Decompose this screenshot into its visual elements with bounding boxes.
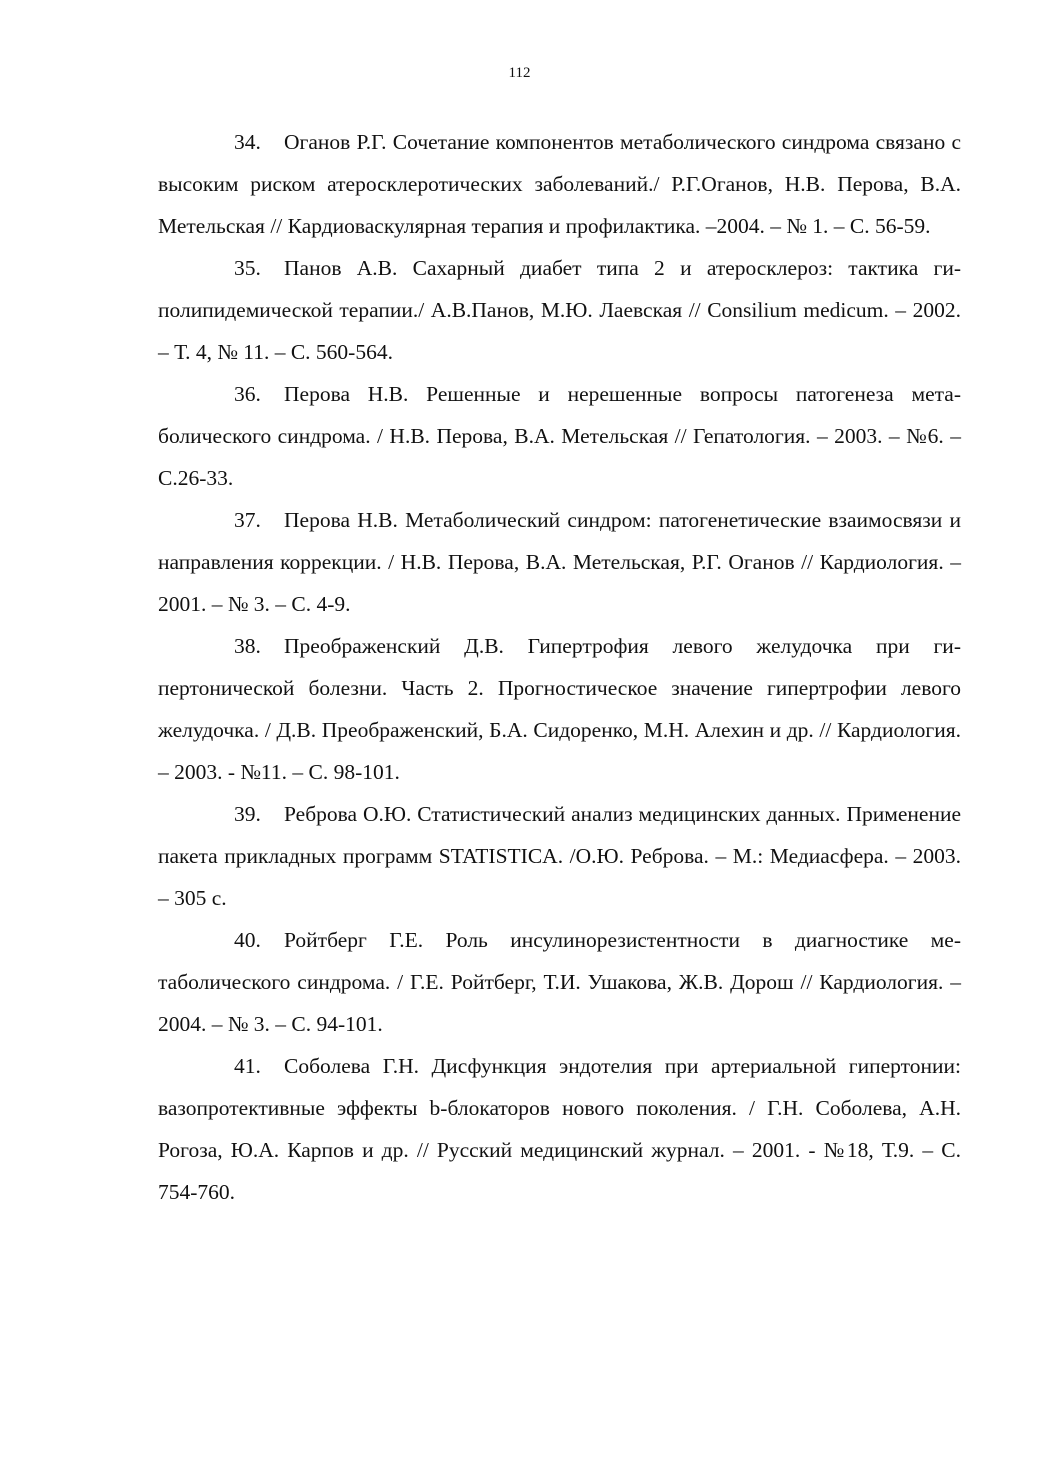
reference-number: 36. bbox=[234, 382, 261, 406]
reference-text: Ройтберг Г.Е. Роль инсулинорезистентности в диагностике метаболического синдрома. / Г.Е. Ройтберг, Т.И. Ушакова, Ж.В. Дорош // Кардиология. – 2004. – № 3. – С. 94-101. bbox=[158, 928, 961, 1036]
reference-number: 39. bbox=[234, 802, 261, 826]
reference-item bbox=[158, 121, 961, 247]
reference-number: 41. bbox=[234, 1054, 261, 1078]
reference-item bbox=[158, 793, 961, 919]
reference-number: 35. bbox=[234, 256, 261, 280]
reference-text: Реброва О.Ю. Статистический анализ медицинских данных. Применение пакета прикладных программ STATISTICA. /О.Ю. Реброва. – М.: Медиасфера. – 2003. – 305 с. bbox=[158, 802, 961, 910]
reference-item bbox=[158, 499, 961, 625]
reference-item bbox=[158, 247, 961, 373]
reference-number: 40. bbox=[234, 928, 261, 952]
reference-text: Перова Н.В. Метаболический синдром: патогенетические взаимосвязи и направления коррекции. / Н.В. Перова, В.А. Метельская, Р.Г. Оганов // Кардиология. –2001. – № 3. – С. 4-9. bbox=[158, 508, 961, 616]
reference-text: Соболева Г.Н. Дисфункция эндотелия при артериальной гипертонии: вазопротективные эффекты b-блокаторов нового поколения. / Г.Н. Соболева, А.Н. Рогоза, Ю.А. Карпов и др. // Русский медицинский журнал. – 2001. - №18, Т.9. – С. 754-760. bbox=[158, 1054, 961, 1204]
reference-number: 38. bbox=[234, 634, 261, 658]
reference-text: Панов А.В. Сахарный диабет типа 2 и атеросклероз: тактика гиполипидемической терапии./ А.В.Панов, М.Ю. Лаевская // Consilium medicum. – 2002. – Т. 4, № 11. – С. 560-564. bbox=[158, 256, 961, 364]
reference-item bbox=[158, 1045, 961, 1213]
reference-text: Преображенский Д.В. Гипертрофия левого желудочка при гипертонической болезни. Часть 2. Прогностическое значение гипертрофии левого желудочка. / Д.В. Преображенский, Б.А. Сидоренко, М.Н. Алехин и др. // Кардиология. – 2003. - №11. – С. 98-101. bbox=[158, 634, 961, 784]
reference-item bbox=[158, 625, 961, 793]
reference-number: 37. bbox=[234, 508, 261, 532]
reference-text: Перова Н.В. Решенные и нерешенные вопросы патогенеза метаболического синдрома. / Н.В. Перова, В.А. Метельская // Гепатология. – 2003. – №6. – С.26-33. bbox=[158, 382, 961, 490]
reference-item bbox=[158, 919, 961, 1045]
reference-text: Оганов Р.Г. Сочетание компонентов метаболического синдрома связано с высоким риском атеросклеротических заболеваний./ Р.Г.Оганов, Н.В. Перова, В.А. Метельская // Кардиоваскулярная терапия и профилактика. –2004. – № 1. – С. 56-59. bbox=[158, 130, 961, 238]
reference-item bbox=[158, 373, 961, 499]
reference-number: 34. bbox=[234, 130, 261, 154]
reference-list bbox=[158, 121, 961, 1213]
page-number: 112 bbox=[508, 65, 531, 81]
